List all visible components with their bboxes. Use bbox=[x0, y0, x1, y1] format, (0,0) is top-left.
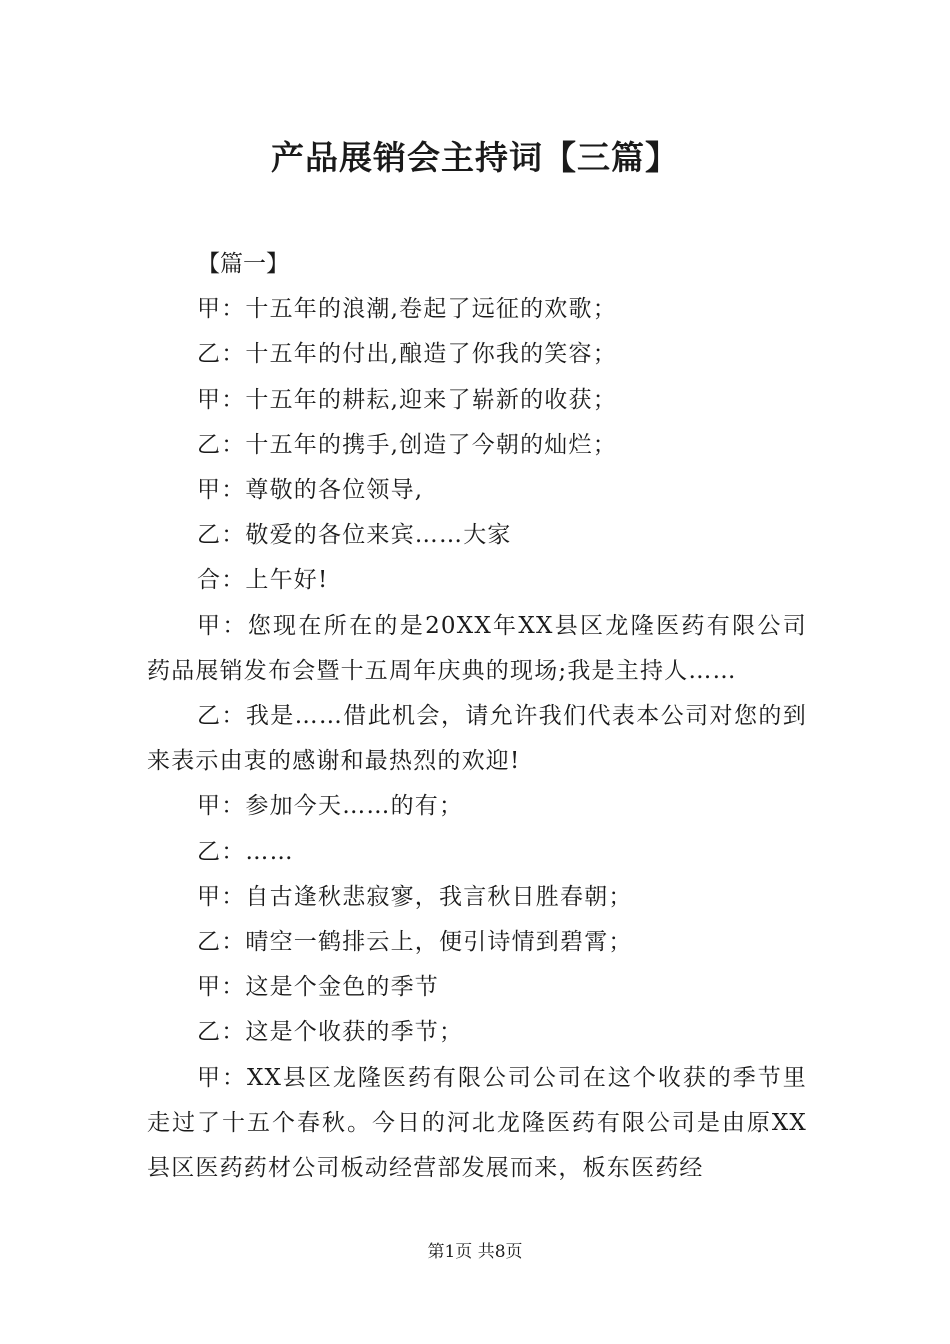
page-footer: 第1页 共8页 bbox=[427, 1242, 523, 1262]
paragraph: 乙：十五年的付出,酿造了你我的笑容； bbox=[197, 341, 617, 368]
paragraph: 甲：您现在所在的是20XX年XX县区龙隆医药有限公司药品展销发布会暨十五周年庆典的现场;我是主持人…… bbox=[147, 612, 807, 684]
document-body bbox=[147, 242, 807, 1191]
section-heading: 【篇一】 bbox=[197, 251, 289, 277]
paragraph: 甲：尊敬的各位领导, bbox=[197, 477, 424, 504]
paragraph: 乙：十五年的携手,创造了今朝的灿烂； bbox=[197, 431, 617, 458]
paragraph: 甲：XX县区龙隆医药有限公司公司在这个收获的季节里走过了十五个春秋。今日的河北龙隆医药有限公司是由原XX县区医药药材公司板动经营部发展而来，板东医药经 bbox=[147, 1064, 807, 1182]
paragraph: 乙：敬爱的各位来宾……大家 bbox=[197, 522, 512, 549]
paragraph: 乙：我是……借此机会，请允许我们代表本公司对您的到来表示由衷的感谢和最热烈的欢迎! bbox=[147, 703, 807, 775]
paragraph: 甲：十五年的浪潮,卷起了远征的欢歌； bbox=[197, 296, 617, 323]
paragraph: 乙：这是个收获的季节； bbox=[197, 1019, 464, 1046]
paragraph: 乙：…… bbox=[197, 838, 294, 865]
paragraph: 甲：十五年的耕耘,迎来了崭新的收获； bbox=[197, 386, 617, 413]
paragraph: 甲：参加今天……的有； bbox=[197, 793, 464, 820]
paragraph: 甲：自古逢秋悲寂寥，我言秋日胜春朝； bbox=[197, 883, 633, 910]
paragraph: 甲：这是个金色的季节 bbox=[197, 974, 439, 1001]
paragraph: 乙：晴空一鹤排云上，便引诗情到碧霄； bbox=[197, 929, 633, 956]
paragraph: 合：上午好! bbox=[197, 567, 329, 594]
document-title: 产品展销会主持词【三篇】 bbox=[271, 138, 679, 177]
